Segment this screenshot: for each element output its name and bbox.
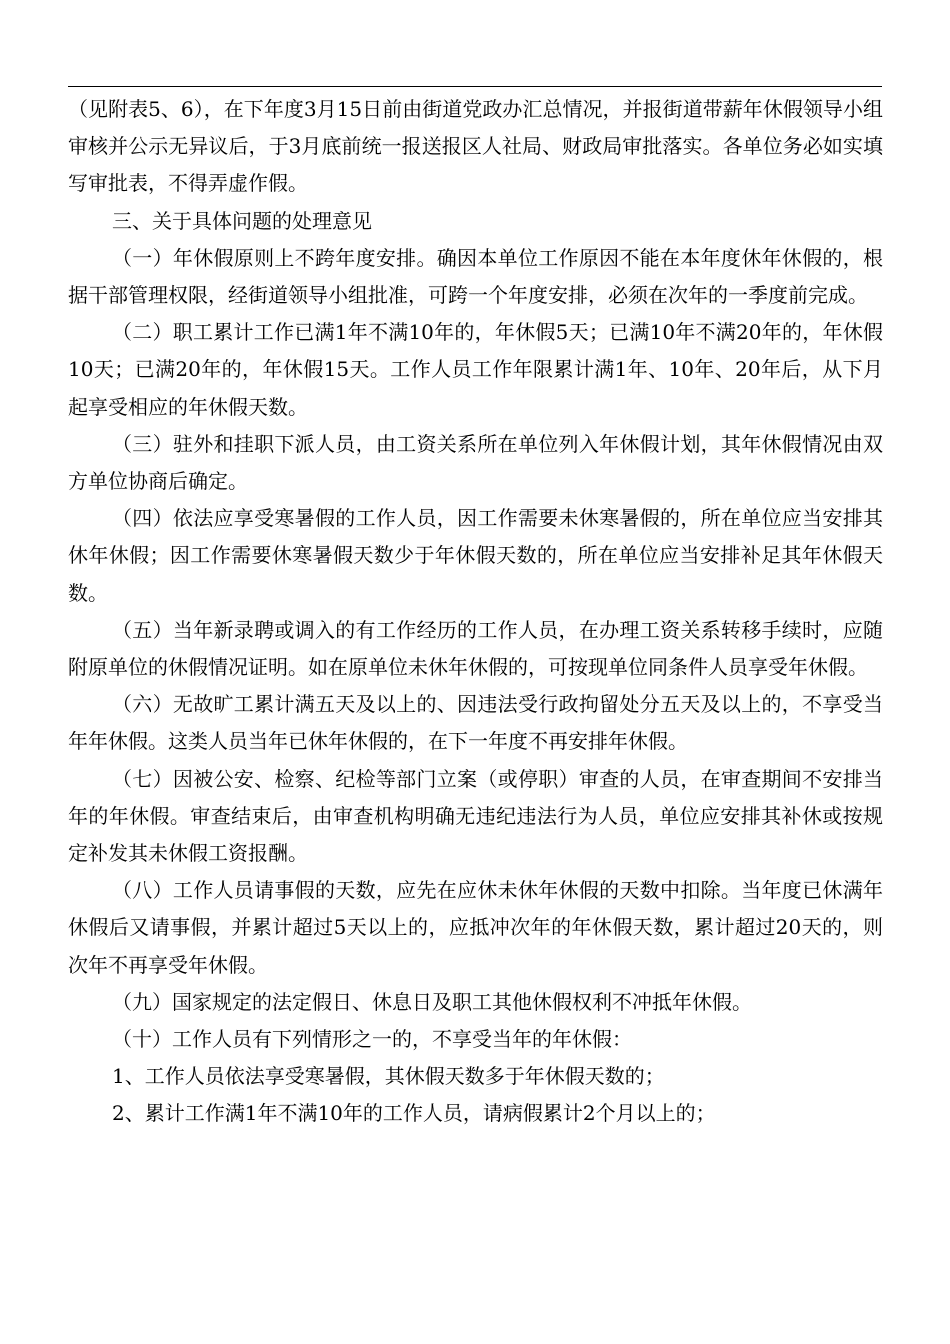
list-item-1: 1、工作人员依法享受寒暑假，其休假天数多于年休假天数的； bbox=[112, 1064, 665, 1089]
document-body bbox=[68, 91, 883, 1133]
paragraph-item-9: （九）国家规定的法定假日、休息日及职工其他休假权利不冲抵年休假。 bbox=[112, 989, 752, 1014]
section-heading-issues: 三、关于具体问题的处理意见 bbox=[112, 208, 372, 233]
paragraph-item-7: （七）因被公安、检察、纪检等部门立案（或停职）审查的人员，在审查期间不安排当年的年休假。审查结束后，由审查机构明确无违纪违法行为人员，单位应安排其补休或按规定补发其未休假工资报酬。 bbox=[68, 766, 883, 866]
paragraph-item-4: （四）依法应享受寒暑假的工作人员，因工作需要未休寒暑假的，所在单位应当安排其休年休假；因工作需要休寒暑假天数少于年休假天数的，所在单位应当安排补足其年休假天数。 bbox=[68, 506, 883, 605]
paragraph-item-5: （五）当年新录聘或调入的有工作经历的工作人员，在办理工资关系转移手续时，应随附原单位的休假情况证明。如在原单位未休年休假的，可按现单位同条件人员享受年休假。 bbox=[68, 617, 883, 680]
paragraph-item-2: （二）职工累计工作已满1年不满10年的，年休假5天；已满10年不满20年的，年休假10天；已满20年的，年休假15天。工作人员工作年限累计满1年、10年、20年后，从下月起享受相应的年休假天数。 bbox=[68, 320, 883, 419]
header-rule bbox=[68, 86, 882, 87]
paragraph-item-6: （六）无故旷工累计满五天及以上的、因违法受行政拘留处分五天及以上的，不享受当年年休假。这类人员当年已休年休假的，在下一年度不再安排年休假。 bbox=[68, 692, 883, 754]
paragraph-item-10: （十）工作人员有下列情形之一的，不享受当年的年休假： bbox=[112, 1027, 632, 1052]
paragraph-attachment-note: （见附表5、6），在下年度3月15日前由街道党政办汇总情况，并报街道带薪年休假领导小组审核并公示无异议后，于3月底前统一报送报区人社局、财政局审批落实。各单位务必如实填写审批表，不得弄虚作假。 bbox=[68, 97, 883, 196]
paragraph-item-3: （三）驻外和挂职下派人员，由工资关系所在单位列入年休假计划，其年休假情况由双方单位协商后确定。 bbox=[68, 431, 883, 494]
paragraph-item-8: （八）工作人员请事假的天数，应先在应休未休年休假的天数中扣除。当年度已休满年休假后又请事假，并累计超过5天以上的，应抵冲次年的年休假天数，累计超过20天的，则次年不再享受年休假。 bbox=[68, 878, 883, 977]
list-item-2: 2、累计工作满1年不满10年的工作人员，请病假累计2个月以上的； bbox=[112, 1101, 716, 1126]
paragraph-item-1: （一）年休假原则上不跨年度安排。确因本单位工作原因不能在本年度休年休假的，根据干部管理权限，经街道领导小组批准，可跨一个年度安排，必须在次年的一季度前完成。 bbox=[68, 245, 883, 308]
